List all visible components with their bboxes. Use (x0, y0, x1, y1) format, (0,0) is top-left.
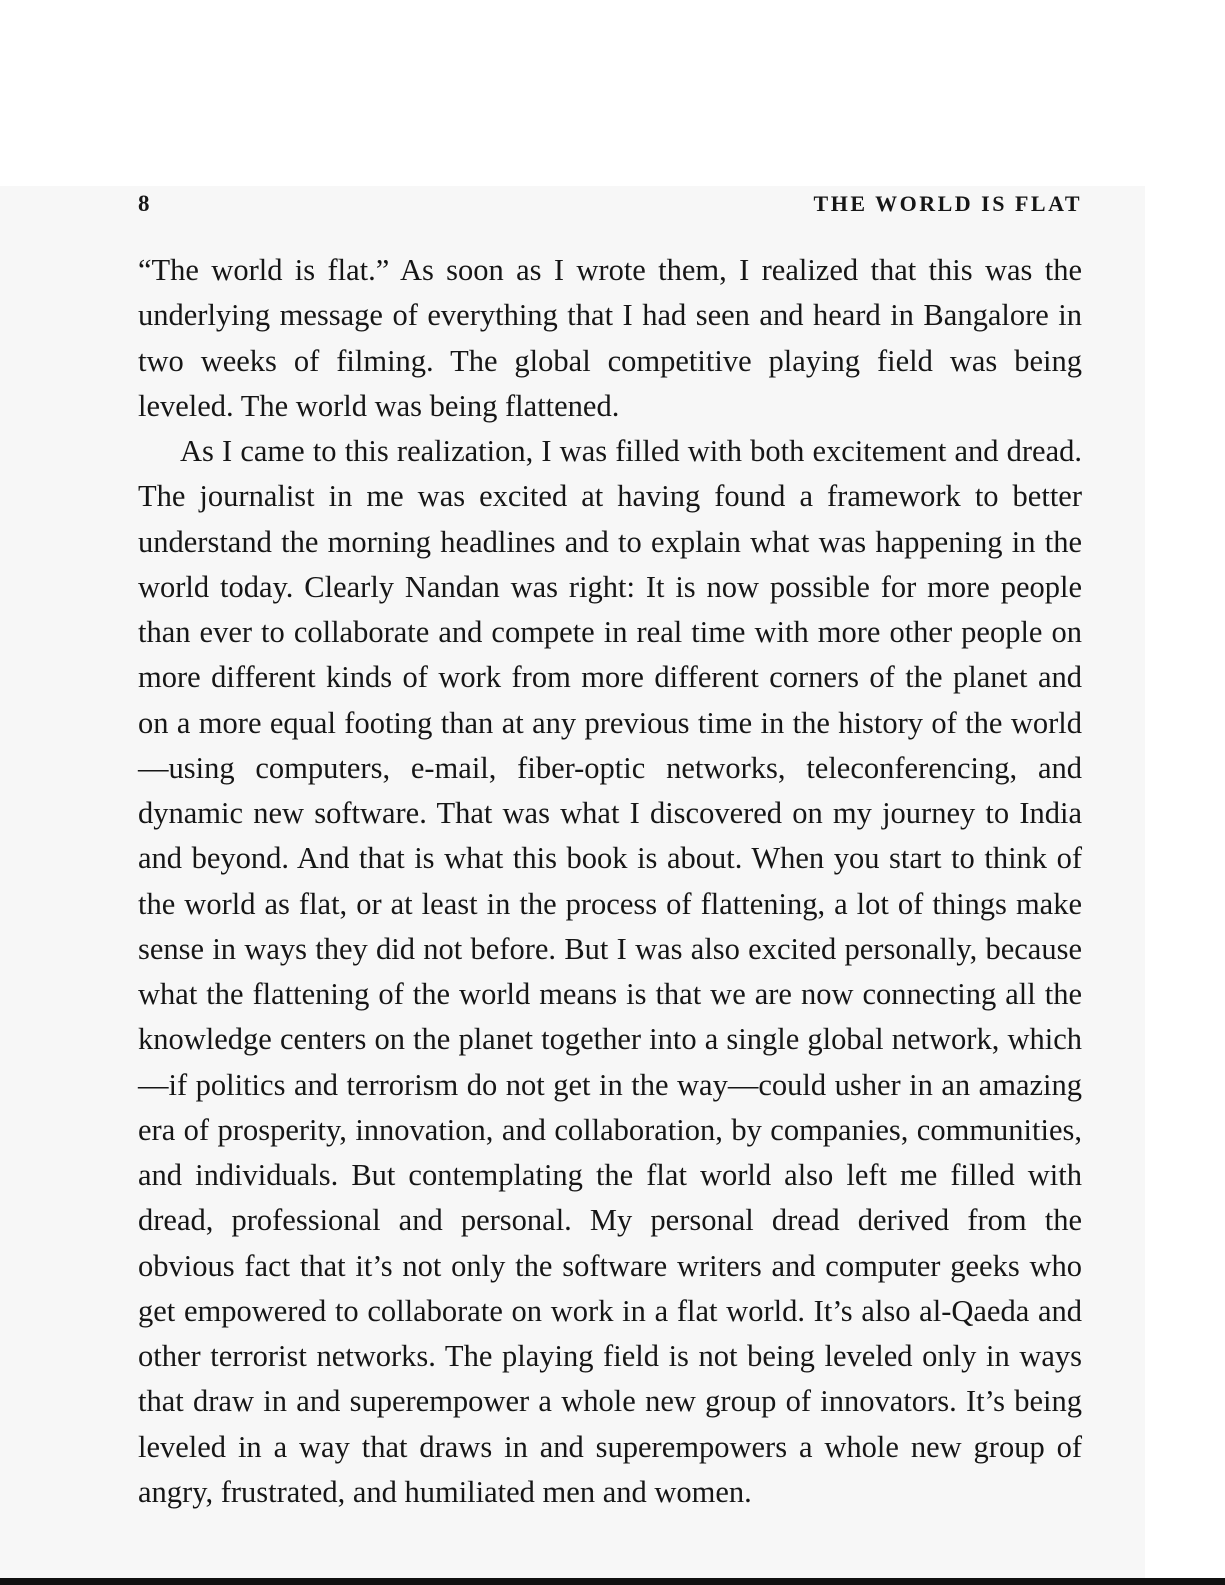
bottom-rule (0, 1578, 1225, 1585)
body-text (138, 248, 1082, 1515)
paragraph-1: “The world is flat.” As soon as I wrote them, I realized that this was the underlying message of everything that I had seen and heard in Bangalore in two weeks of filming. The global competitive playing field was being leveled. The world was being flattened. (138, 253, 1082, 423)
running-head: THE WORLD IS FLAT (813, 191, 1082, 216)
page-number: 8 (138, 191, 150, 216)
paragraph-2: As I came to this realization, I was filled with both excitement and dread. The journalist in me was excited at having found a framework to better understand the morning headlines and to explain what was happening in the world today. Clearly Nandan was right: It is now possible for more people than ever to collaborate and compete in real time with more other people on more different kinds of work from more different corners of the planet and on a more equal footing than at any previous time in the history of the world—using computers, e-mail, fiber-optic networks, teleconferencing, and dynamic new software. That was what I discovered on my journey to India and beyond. And that is what this book is about. When you start to think of the world as flat, or at least in the process of flattening, a lot of things make sense in ways they did not before. But I was also excited personally, because what the flattening of the world means is that we are now connecting all the knowledge centers on the planet together into a single global network, which—if politics and terrorism do not get in the way—could usher in an amazing era of prosperity, innovation, and collaboration, by companies, communities, and individuals. But contemplating the flat world also left me filled with dread, professional and personal. My personal dread derived from the obvious fact that it’s not only the software writers and computer geeks who get empowered to collaborate on work in a flat world. It’s also al-Qaeda and other terrorist networks. The playing field is not being leveled only in ways that draw in and superempower a whole new group of innovators. It’s being leveled in a way that draws in and superempowers a whole new group of angry, frustrated, and humiliated men and women. (138, 434, 1082, 1509)
page-header (138, 187, 1082, 221)
